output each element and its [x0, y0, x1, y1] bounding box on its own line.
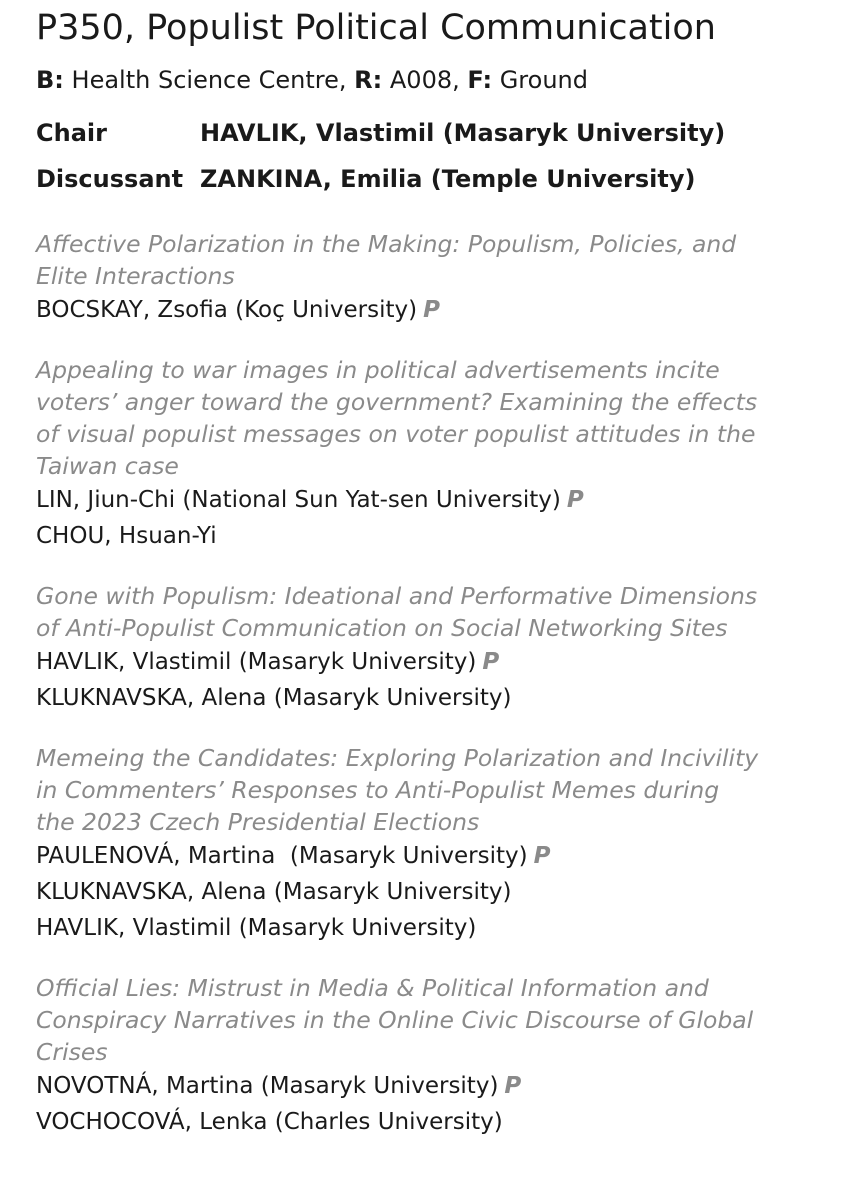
- author-name: CHOU, Hsuan-Yi: [36, 523, 217, 549]
- paper-entry: [36, 580, 810, 716]
- paper-title: [36, 580, 810, 644]
- chair-value: HAVLIK, Vlastimil (Masaryk University): [200, 119, 726, 147]
- author-line: [36, 1068, 810, 1104]
- author-name: VOCHOCOVÁ, Lenka (Charles University): [36, 1109, 503, 1135]
- paper-title-line: of visual populist messages on voter populist attitudes in the: [36, 420, 756, 448]
- paper-title-line: Affective Polarization in the Making: Populism, Policies, and: [36, 230, 737, 258]
- chair-label: Chair: [36, 119, 107, 147]
- paper-title-line: Taiwan case: [36, 452, 179, 480]
- paper-title: [36, 742, 810, 838]
- paper-title-line: of Anti-Populist Communication on Social Networking Sites: [36, 614, 728, 642]
- session-roles: [36, 110, 810, 202]
- session-title: P350, Populist Political Communication: [36, 8, 716, 48]
- paper-title-line: Official Lies: Mistrust in Media & Political Information and: [36, 974, 709, 1002]
- presenter-mark: P: [533, 843, 551, 869]
- paper-title-line: Gone with Populism: Ideational and Performative Dimensions: [36, 582, 758, 610]
- floor-value: Ground: [499, 66, 588, 94]
- paper-entry: [36, 742, 810, 946]
- presenter-mark: P: [423, 297, 440, 323]
- author-line: [36, 838, 810, 874]
- presenter-mark: P: [504, 1073, 522, 1099]
- paper-title-line: Appealing to war images in political advertisements incite: [36, 356, 720, 384]
- building-label: B:: [36, 66, 64, 94]
- presenter-mark: P: [566, 487, 584, 513]
- author-name: LIN, Jiun-Chi (National Sun Yat-sen University): [36, 487, 561, 513]
- author-line: [36, 482, 810, 518]
- session-location: [36, 64, 810, 96]
- chair-row: [36, 110, 810, 156]
- author-name: KLUKNAVSKA, Alena (Masaryk University): [36, 685, 512, 711]
- author-line: [36, 874, 810, 910]
- room-label: R:: [354, 66, 383, 94]
- paper-entry: [36, 354, 810, 554]
- discussant-row: [36, 156, 810, 202]
- paper-title-line: in Commenters’ Responses to Anti-Populist Memes during: [36, 776, 720, 804]
- paper-title-line: voters’ anger toward the government? Examining the effects: [36, 388, 758, 416]
- paper-title-line: Crises: [36, 1038, 108, 1066]
- paper-title-line: Memeing the Candidates: Exploring Polarization and Incivility: [36, 744, 759, 772]
- room-value: A008,: [389, 66, 460, 94]
- author-name: KLUKNAVSKA, Alena (Masaryk University): [36, 879, 512, 905]
- author-name: HAVLIK, Vlastimil (Masaryk University): [36, 649, 477, 675]
- author-name: HAVLIK, Vlastimil (Masaryk University): [36, 915, 477, 941]
- author-name: BOCSKAY, Zsofia (Koç University): [36, 297, 418, 323]
- presenter-mark: P: [482, 649, 500, 675]
- paper-title: [36, 354, 810, 482]
- paper-title-line: Conspiracy Narratives in the Online Civic Discourse of Global: [36, 1006, 754, 1034]
- paper-entry: [36, 228, 810, 328]
- author-line: [36, 680, 810, 716]
- author-line: [36, 1104, 810, 1140]
- author-name: PAULENOVÁ, Martina (Masaryk University): [36, 843, 528, 869]
- building-value: Health Science Centre,: [71, 66, 347, 94]
- floor-label: F:: [467, 66, 493, 94]
- paper-entry: [36, 972, 810, 1140]
- paper-title: [36, 228, 810, 292]
- discussant-value: ZANKINA, Emilia (Temple University): [200, 165, 696, 193]
- discussant-label: Discussant: [36, 165, 184, 193]
- author-line: [36, 644, 810, 680]
- author-name: NOVOTNÁ, Martina (Masaryk University): [36, 1073, 499, 1099]
- paper-title-line: the 2023 Czech Presidential Elections: [36, 808, 480, 836]
- author-line: [36, 518, 810, 554]
- author-line: [36, 292, 810, 328]
- paper-title: [36, 972, 810, 1068]
- author-line: [36, 910, 810, 946]
- paper-title-line: Elite Interactions: [36, 262, 235, 290]
